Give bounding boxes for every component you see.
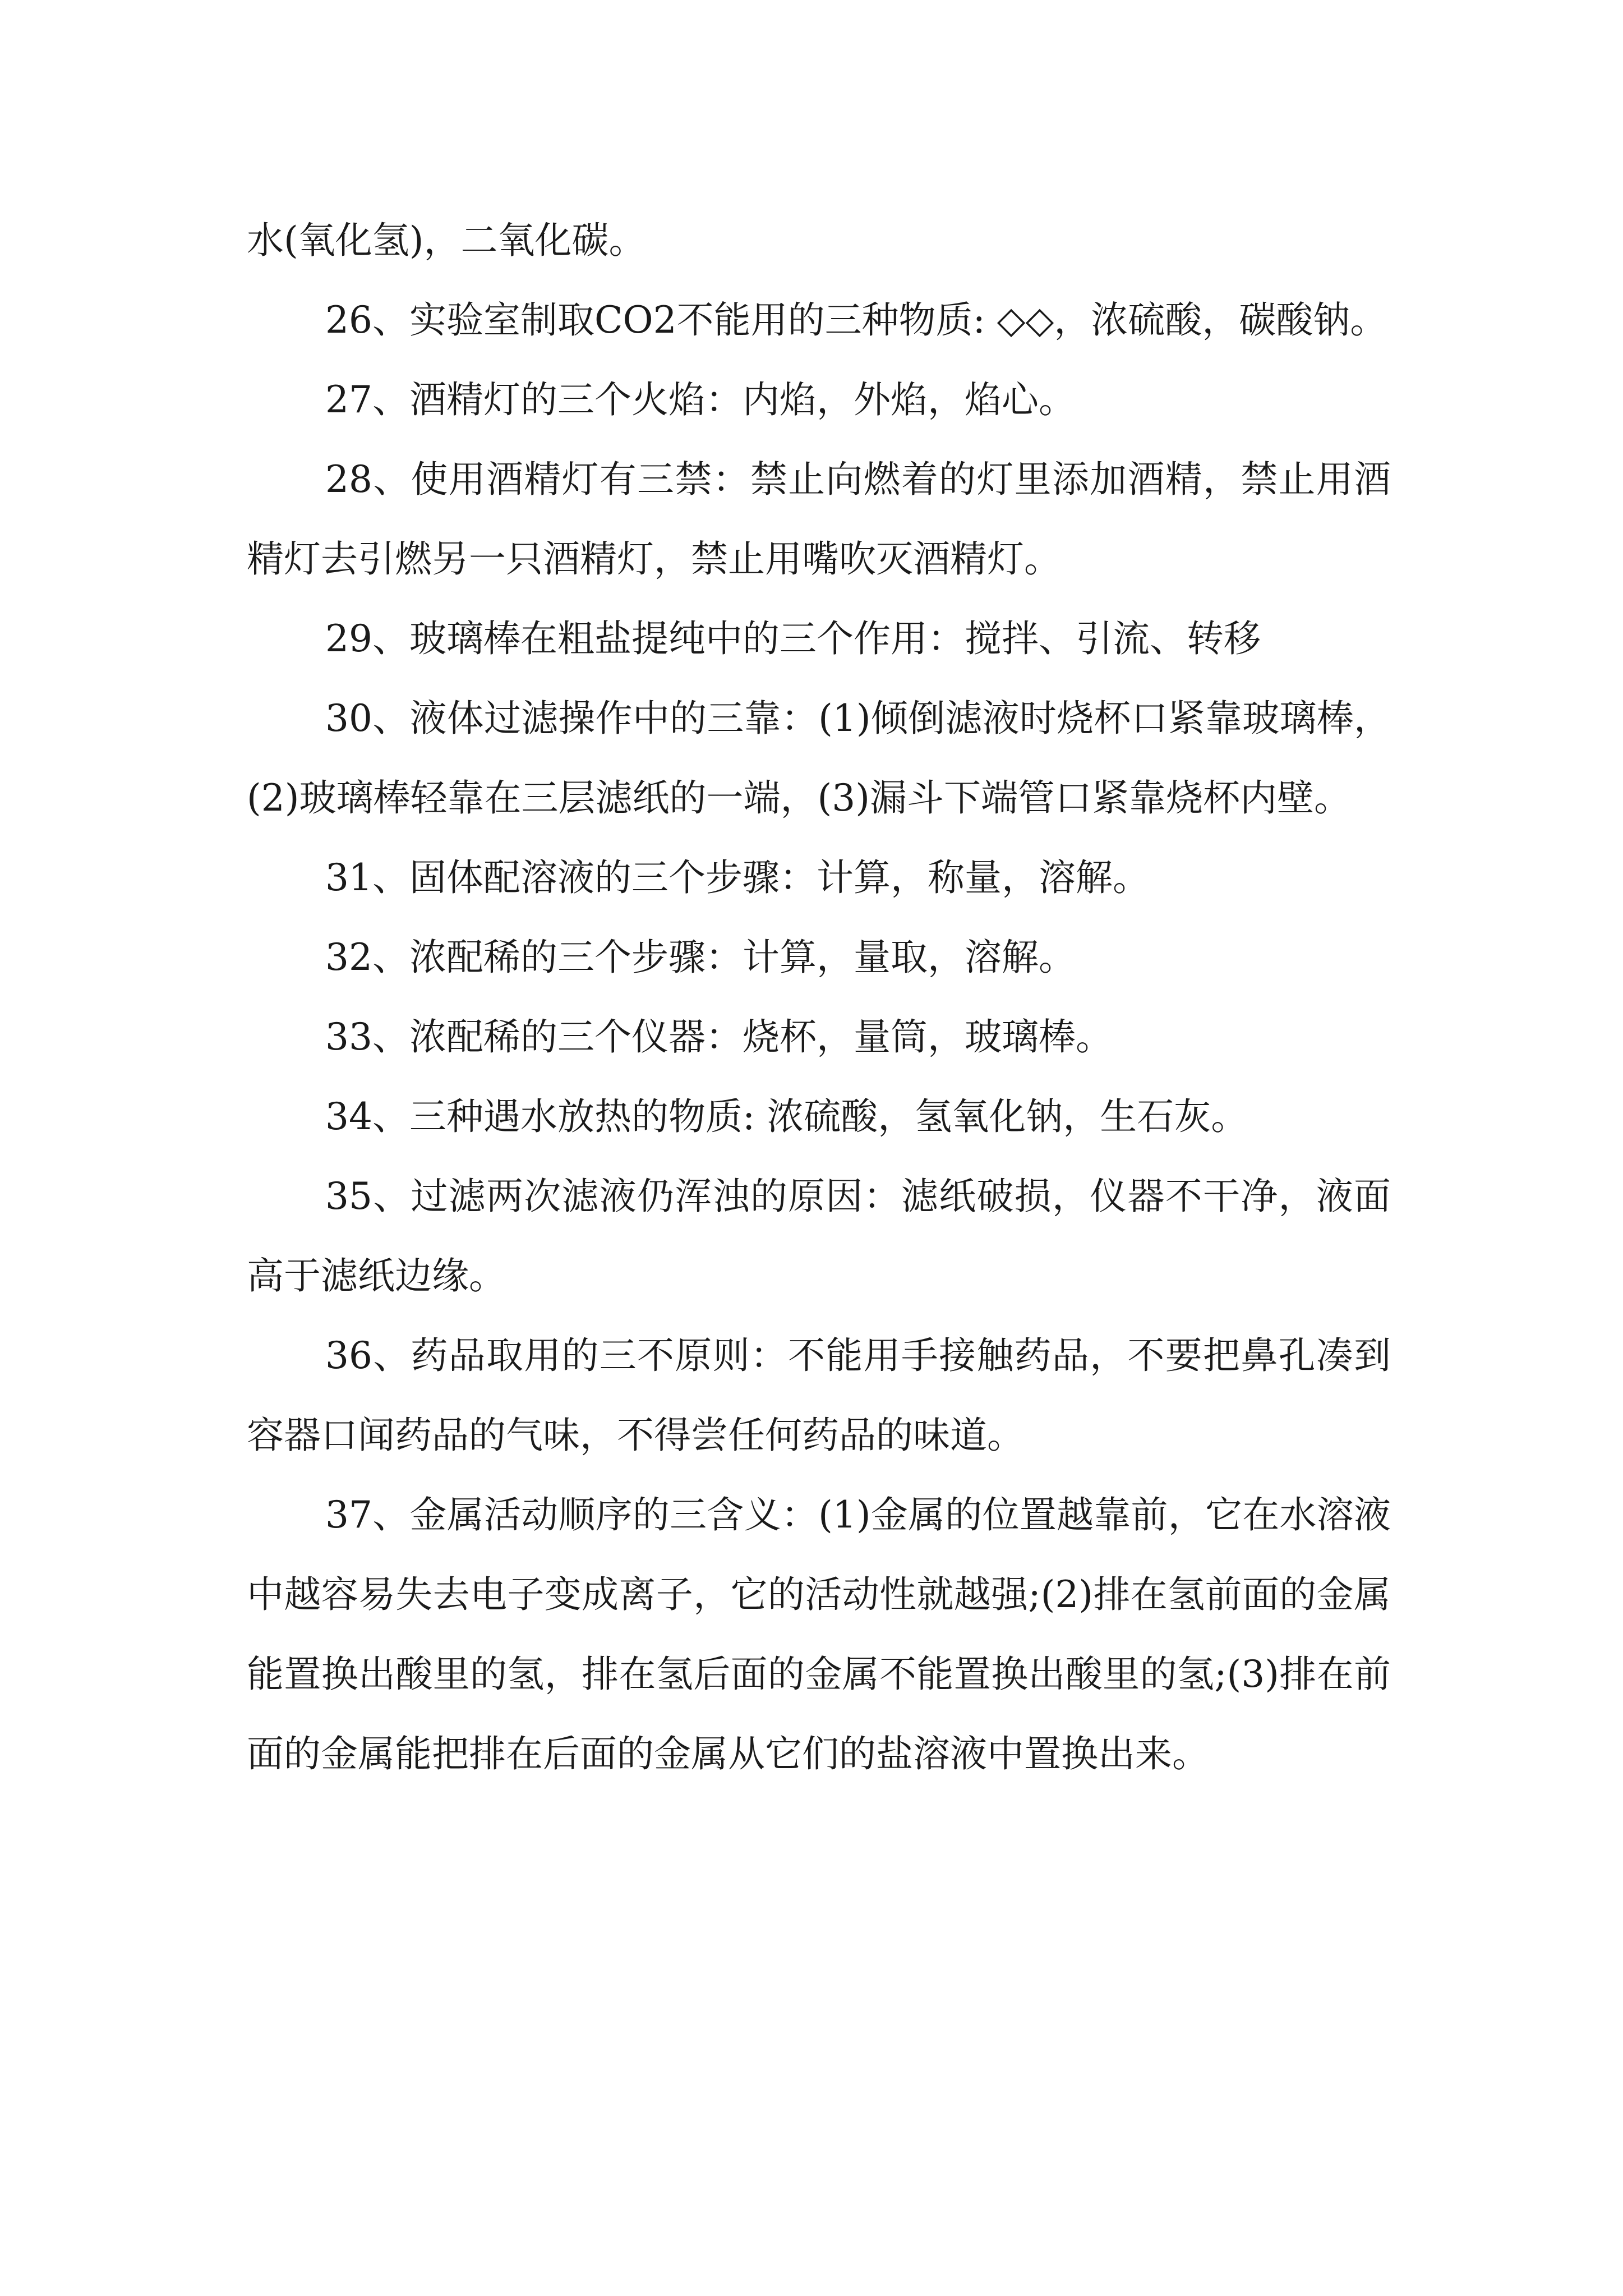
paragraph-item-32: 32、浓配稀的三个步骤：计算，量取，溶解。 — [325, 936, 1076, 979]
paragraph-item-33: 33、浓配稀的三个仪器：烧杯，量筒，玻璃棒。 — [325, 1015, 1113, 1059]
paragraph-continuation: 水(氧化氢)，二氧化碳。 — [247, 219, 646, 262]
paragraph-item-26: 26、实验室制取CO2不能用的三种物质: ◇◇，浓硫酸，碳酸钠。 — [325, 298, 1387, 342]
paragraph-item-35: 35、过滤两次滤液仍浑浊的原因：滤纸破损，仪器不干净，液面高于滤纸边缘。 — [247, 1175, 1391, 1297]
paragraph-item-34: 34、三种遇水放热的物质: 浓硫酸，氢氧化钠，生石灰。 — [325, 1095, 1248, 1138]
paragraph-item-27: 27、酒精灯的三个火焰：内焰，外焰，焰心。 — [325, 378, 1076, 421]
paragraph-item-29: 29、玻璃棒在粗盐提纯中的三个作用：搅拌、引流、转移 — [325, 617, 1261, 660]
document-page — [247, 201, 1391, 1794]
paragraph-item-31: 31、固体配溶液的三个步骤：计算，称量，溶解。 — [325, 856, 1150, 899]
paragraph-item-28: 28、使用酒精灯有三禁：禁止向燃着的灯里添加酒精，禁止用酒精灯去引燃另一只酒精灯，禁止用嘴吹灭酒精灯。 — [247, 458, 1391, 581]
paragraph-item-36: 36、药品取用的三不原则：不能用手接触药品，不要把鼻孔凑到容器口闻药品的气味，不得尝任何药品的味道。 — [247, 1334, 1391, 1457]
paragraph-item-37: 37、金属活动顺序的三含义：(1)金属的位置越靠前，它在水溶液中越容易失去电子变成离子，它的活动性就越强;(2)排在氢前面的金属能置换出酸里的氢，排在氢后面的金属不能置换出酸里的氢;(3)排在前面的金属能把排在后面的金属从它们的盐溶液中置换出来。 — [247, 1493, 1391, 1775]
paragraph-item-30: 30、液体过滤操作中的三靠：(1)倾倒滤液时烧杯口紧靠玻璃棒，(2)玻璃棒轻靠在三层滤纸的一端，(3)漏斗下端管口紧靠烧杯内壁。 — [247, 697, 1391, 820]
